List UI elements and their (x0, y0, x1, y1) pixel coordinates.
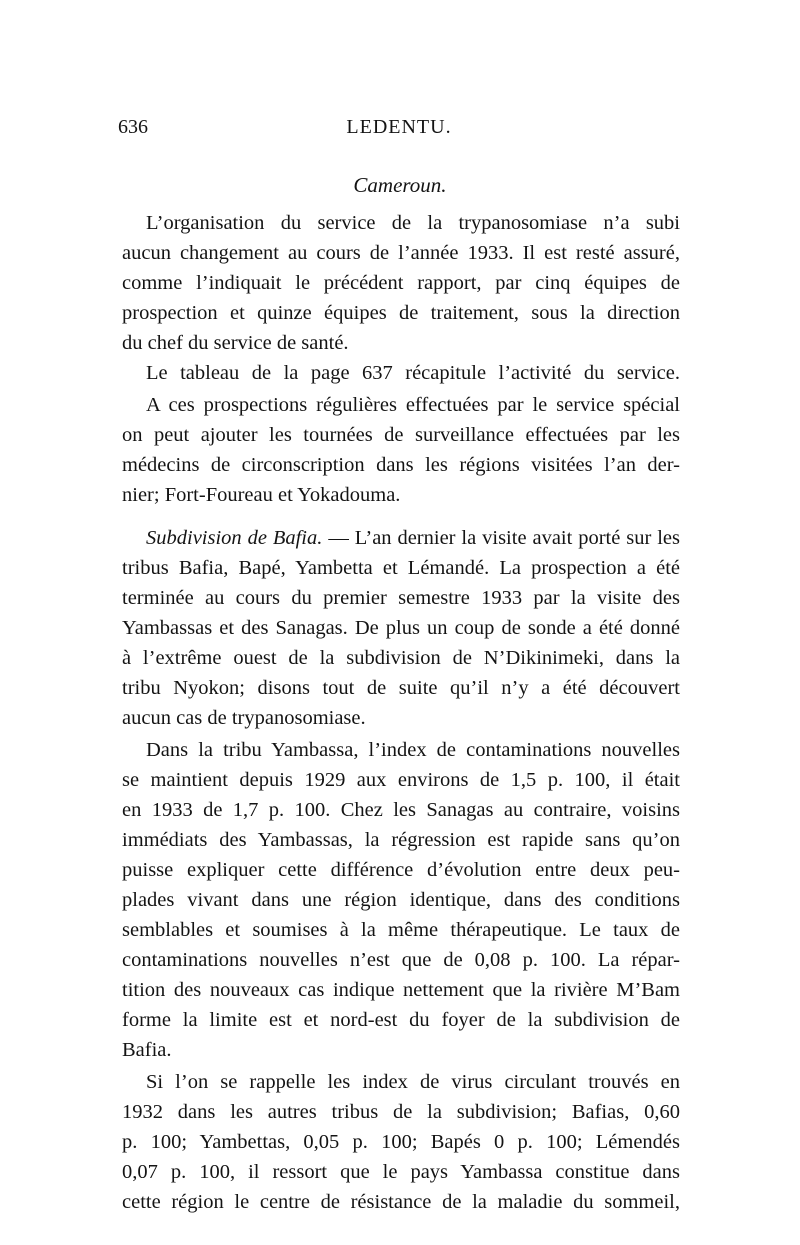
text-line: en 1933 de 1,7 p. 100. Chez les Sanagas au contraire, voisins (122, 799, 680, 821)
text-line: 1932 dans les autres tribus de la subdivision; Bafias, 0,60 (122, 1101, 680, 1123)
text-line: on peut ajouter les tournées de surveillance effectuées par les (122, 424, 680, 446)
text-line: aucun cas de trypanosomiase. (122, 707, 366, 729)
text-line: terminée au cours du premier semestre 1933 par la visite des (122, 587, 680, 609)
text-line: contaminations nouvelles n’est que de 0,08 p. 100. La répar- (122, 949, 680, 971)
text-line: médecins de circonscription dans les régions visitées l’an der- (122, 454, 680, 476)
page-number: 636 (118, 116, 148, 138)
running-header (118, 116, 680, 146)
text-line: prospection et quinze équipes de traitement, sous la direction (122, 302, 680, 324)
running-title: LEDENTU. (346, 116, 452, 138)
section-title: Cameroun. (353, 173, 447, 197)
text-line: aucun changement au cours de l’année 1933. Il est resté assuré, (122, 242, 680, 264)
text-line: Yambassas et des Sanagas. De plus un coup de sonde a été donné (122, 617, 680, 639)
text-line: puisse expliquer cette différence d’évolution entre deux peu- (122, 859, 680, 881)
text-span: — L’an dernier la visite avait porté sur les (328, 527, 680, 549)
text-line: comme l’indiquait le précédent rapport, par cinq équipes de (122, 272, 680, 294)
text-line: Dans la tribu Yambassa, l’index de contaminations nouvelles (146, 739, 680, 761)
text-line: se maintient depuis 1929 aux environs de 1,5 p. 100, il était (122, 769, 680, 791)
text-line: Le tableau de la page 637 récapitule l’activité du service. (146, 362, 680, 384)
text-line: nier; Fort-Foureau et Yokadouma. (122, 484, 401, 506)
text-line: cette région le centre de résistance de la maladie du sommeil, (122, 1191, 680, 1213)
subdivision-subheading: Subdivision de Bafia. (146, 527, 323, 549)
text-line: p. 100; Yambettas, 0,05 p. 100; Bapés 0 p. 100; Lémendés (122, 1131, 680, 1153)
text-line: Bafia. (122, 1039, 172, 1061)
text-line-with-subheading (146, 523, 680, 553)
text-line: 0,07 p. 100, il ressort que le pays Yambassa constitue dans (122, 1161, 680, 1183)
text-line: tribus Bafia, Bapé, Yambetta et Lémandé. La prospection a été (122, 557, 680, 579)
text-line: L’organisation du service de la trypanosomiase n’a subi (146, 212, 680, 234)
text-line: à l’extrême ouest de la subdivision de N’Dikinimeki, dans la (122, 647, 680, 669)
text-line: Si l’on se rappelle les index de virus circulant trouvés en (146, 1071, 680, 1093)
text-line: du chef du service de santé. (122, 332, 349, 354)
text-line: forme la limite est et nord-est du foyer de la subdivision de (122, 1009, 680, 1031)
text-line: semblables et soumises à la même thérapeutique. Le taux de (122, 919, 680, 941)
text-line: tribu Nyokon; disons tout de suite qu’il n’y a été découvert (122, 677, 680, 699)
text-line: A ces prospections régulières effectuées par le service spécial (146, 394, 680, 416)
text-line: tition des nouveaux cas indique nettement que la rivière M’Bam (122, 979, 680, 1001)
text-line: plades vivant dans une région identique, dans des conditions (122, 889, 680, 911)
text-line: immédiats des Yambassas, la régression est rapide sans qu’on (122, 829, 680, 851)
